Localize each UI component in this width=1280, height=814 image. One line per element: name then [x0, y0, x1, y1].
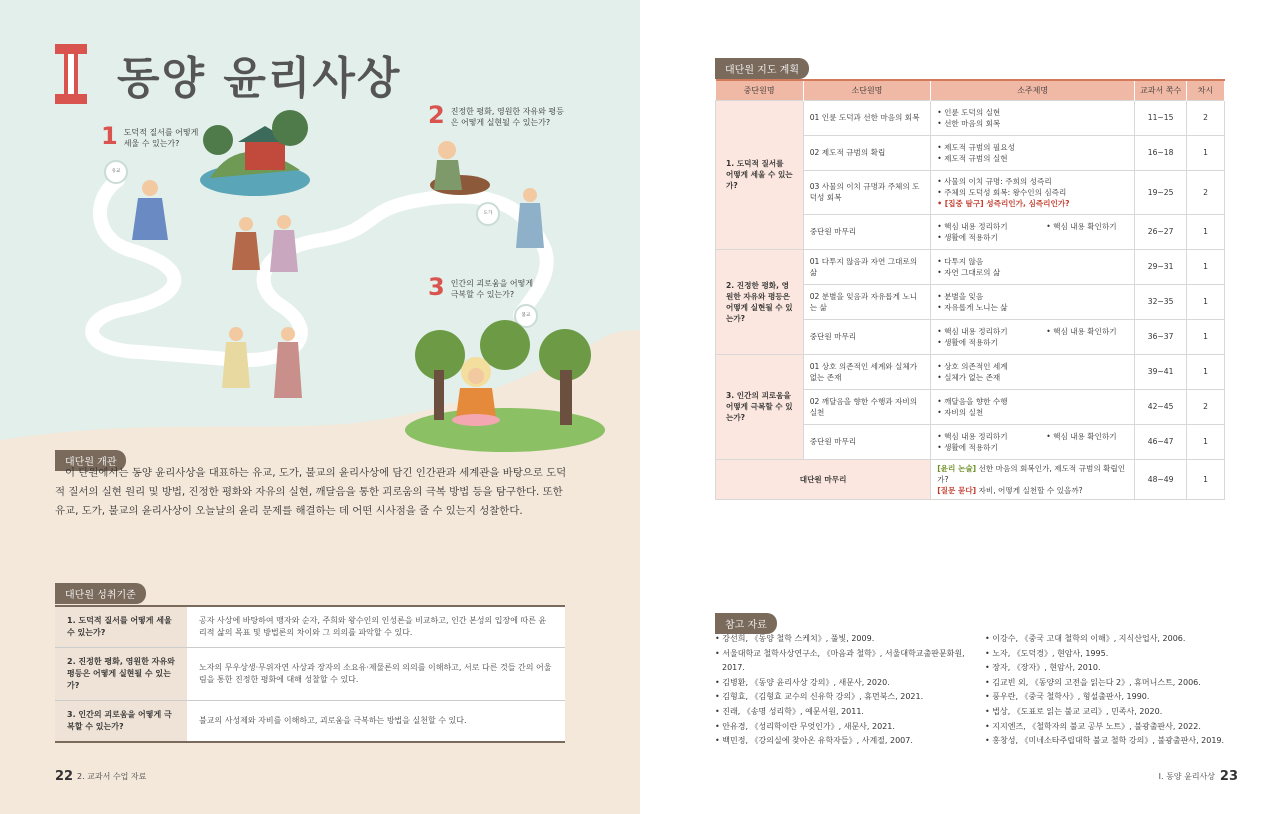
question-2 [428, 103, 568, 128]
pages-cell: 39~41 [1135, 354, 1187, 389]
right-page [640, 0, 1280, 814]
topic-line: • [집중 탐구] 성즉리인가, 심즉리인가? [937, 198, 1070, 208]
reference-item: • 서울대학교 철학사상연구소, 《마음과 철학》, 서울대학교출판문화원, 2017. [715, 648, 965, 673]
mid-unit-cell: 3. 인간의 괴로움을 어떻게 극복할 수 있는가? [716, 354, 804, 459]
pages-cell: 48~49 [1135, 459, 1187, 499]
table-row [716, 249, 1225, 284]
topic-cell [931, 389, 1135, 424]
topic-cell [931, 424, 1135, 459]
topic-line: • 생활에 적용하기 [937, 337, 998, 347]
plan-table [715, 79, 1225, 500]
final-tag-2: [질문 묻다] [937, 485, 977, 495]
page-note-right: I. 동양 윤리사상 [1158, 772, 1215, 781]
standard-key: 1. 도덕적 질서를 어떻게 세울 수 있는가? [55, 606, 187, 648]
sub-unit-cell: 중단원 마무리 [803, 214, 930, 249]
hours-cell: 1 [1187, 249, 1225, 284]
sub-unit-cell: 중단원 마무리 [803, 424, 930, 459]
pages-cell: 42~45 [1135, 389, 1187, 424]
reference-item: • 백민정, 《강의실에 찾아온 유학자들》, 사계절, 2007. [715, 736, 913, 746]
header-hours: 차시 [1187, 80, 1225, 100]
hours-cell: 2 [1187, 389, 1225, 424]
hours-cell: 1 [1187, 459, 1225, 499]
standard-key: 2. 진정한 평화, 영원한 자유와 평등은 어떻게 실현될 수 있는가? [55, 648, 187, 701]
topic-line: • 인륜 도덕의 실현 [937, 107, 1001, 117]
topic-cell [931, 319, 1135, 354]
pages-cell: 29~31 [1135, 249, 1187, 284]
hours-cell: 2 [1187, 170, 1225, 214]
pages-cell: 36~37 [1135, 319, 1187, 354]
topic-cell [931, 135, 1135, 170]
header-mid: 중단원명 [716, 80, 804, 100]
topic-cell [931, 170, 1135, 214]
standard-key: 3. 인간의 괴로움을 어떻게 극복할 수 있는가? [55, 701, 187, 743]
standards-label: 대단원 성취기준 [55, 583, 146, 604]
pages-cell: 19~25 [1135, 170, 1187, 214]
pages-cell: 26~27 [1135, 214, 1187, 249]
pages-cell: 46~47 [1135, 424, 1187, 459]
question-1 [101, 124, 201, 149]
topic-cell [931, 249, 1135, 284]
overview-text: 이 단원에서는 동양 윤리사상을 대표하는 유교, 도가, 불교의 윤리사상에 담긴 인간관과 세계관을 바탕으로 도덕적 질서의 실현 원리 및 방법, 진정한 평화와 자유의 실현, 깨달음을 통한 괴로움의 극복 방법 등을 탐구한다. 또한 유교, 도가, 불교의 윤리사상이 오늘날의 윤리 문제를 해결하는 데 어떤 시사점을 줄 수 있는지 성찰한다. [55, 467, 567, 517]
standard-value: 공자 사상에 바탕하여 맹자와 순자, 주희와 왕수인의 인성론을 비교하고, 인간 본성의 입장에 따른 윤리적 삶의 목표 및 방법론의 차이와 그 의의를 파악할 수 있다. [187, 606, 565, 648]
chapter-title [55, 42, 401, 106]
table-row [716, 354, 1225, 389]
reference-item: • 풍우란, 《중국 철학사》, 형설출판사, 1990. [985, 692, 1150, 702]
sub-unit-cell: 02 깨달음을 향한 수행과 자비의 실천 [803, 389, 930, 424]
final-text-1: 선한 마음의 회복인가, 제도적 규범의 확립인가? [937, 463, 1126, 484]
final-label-cell: 대단원 마무리 [716, 459, 931, 499]
hours-cell: 1 [1187, 319, 1225, 354]
topic-line: • 상호 의존적인 세계 [937, 361, 1008, 371]
topic-line: • 실체가 없는 존재 [937, 372, 1001, 382]
question-number: 3 [428, 273, 445, 301]
topic-line: • 생활에 적용하기 [937, 232, 998, 242]
refs-list-left [715, 632, 980, 749]
topic-line: • 제도적 규범의 실현 [937, 153, 1008, 163]
header-topic: 소주제명 [931, 80, 1135, 100]
sub-unit-cell: 01 상호 의존적인 세계와 실체가 없는 존재 [803, 354, 930, 389]
question-3 [428, 275, 538, 300]
final-line-1 [937, 463, 1128, 485]
reference-item: • 이강수, 《중국 고대 철학의 이해》, 지식산업사, 2006. [985, 634, 1186, 643]
topic-line: • 핵심 내용 정리하기 • 핵심 내용 확인하기 [937, 326, 1117, 336]
header-pages: 교과서 쪽수 [1135, 80, 1187, 100]
page-number-left: 22 [55, 769, 74, 784]
reference-item: • 김형효, 《김형효 교수의 신유학 강의》, 휴먼북스, 2021. [715, 692, 924, 702]
question-number: 2 [428, 101, 445, 129]
topic-line: • 사물의 이치 규명: 주희의 성즉리 [937, 176, 1052, 186]
page-note-left: 2. 교과서 수업 자료 [77, 772, 147, 781]
hours-cell: 1 [1187, 135, 1225, 170]
page-number-right: 23 [1219, 769, 1238, 784]
hours-cell: 1 [1187, 424, 1225, 459]
refs-label: 참고 자료 [715, 613, 777, 634]
pages-cell: 16~18 [1135, 135, 1187, 170]
final-tag-1: [윤리 논술] [937, 463, 977, 473]
reference-item: • 진래, 《송명 성리학》, 예문서원, 2011. [715, 706, 864, 716]
overview-label: 대단원 개관 [55, 450, 126, 471]
topic-line: • 주체의 도덕성 회복: 왕수인의 심즉리 [937, 187, 1067, 197]
sub-unit-cell: 02 제도적 규범의 확립 [803, 135, 930, 170]
question-text: 인간의 괴로움을 어떻게 극복할 수 있는가? [450, 279, 534, 299]
plan-label: 대단원 지도 계획 [715, 58, 809, 79]
standard-value: 불교의 사성제와 자비를 이해하고, 괴로움을 극복하는 방법을 실천할 수 있다. [187, 701, 565, 743]
reference-item: • 김병환, 《동양 윤리사상 강의》, 새문사, 2020. [715, 677, 890, 687]
sub-unit-cell: 01 다투지 않음과 자연 그대로의 삶 [803, 249, 930, 284]
page-title: 동양 윤리사상 [117, 53, 402, 104]
question-number: 1 [101, 122, 118, 150]
final-line-2 [937, 485, 1128, 496]
table-row [55, 606, 565, 648]
topic-cell [931, 354, 1135, 389]
table-row [716, 459, 1225, 499]
topic-line: • 깨달음을 향한 수행 [937, 396, 1008, 406]
mid-unit-cell: 1. 도덕적 질서를 어떻게 세울 수 있는가? [716, 100, 804, 249]
topic-line: • 자연 그대로의 삶 [937, 267, 1001, 277]
topic-line: • 핵심 내용 정리하기 • 핵심 내용 확인하기 [937, 221, 1117, 231]
topic-line: • 다투지 않음 [937, 256, 984, 266]
topic-line: • 자비의 실천 [937, 407, 984, 417]
topic-line: • 분별을 잊음 [937, 291, 984, 301]
standard-value: 노자의 무우상생·무위자연 사상과 장자의 소요유·제물론의 의의를 이해하고, 서로 다른 것들 간의 어울림을 통한 진정한 평화에 대해 성찰할 수 있다. [187, 648, 565, 701]
standards-table [55, 605, 565, 743]
pages-cell: 32~35 [1135, 284, 1187, 319]
topic-line: • 선한 마음의 회복 [937, 118, 1001, 128]
hours-cell: 1 [1187, 284, 1225, 319]
topic-cell [931, 284, 1135, 319]
hours-cell: 1 [1187, 354, 1225, 389]
table-row [55, 648, 565, 701]
hours-cell: 1 [1187, 214, 1225, 249]
reference-item: • 홍창성, 《미네소타주립대학 불교 철학 강의》, 불광출판사, 2019. [985, 736, 1225, 746]
reference-item: • 김교빈 외, 《동양의 고전을 읽는다 2》, 휴머니스트, 2006. [985, 677, 1201, 687]
table-row [716, 100, 1225, 135]
roman-numeral-icon [55, 44, 87, 104]
sub-unit-cell: 01 인륜 도덕과 선한 마음의 회복 [803, 100, 930, 135]
refs-list-right [985, 632, 1230, 749]
hours-cell: 2 [1187, 100, 1225, 135]
topic-line: • 핵심 내용 정리하기 • 핵심 내용 확인하기 [937, 431, 1117, 441]
pages-cell: 11~15 [1135, 100, 1187, 135]
path-label-confucianism: 유교 [111, 169, 121, 174]
table-row [55, 701, 565, 743]
final-text-2: 자비, 어떻게 실천할 수 있을까? [976, 485, 1083, 495]
topic-line: • 자유롭게 노니는 삶 [937, 302, 1008, 312]
sub-unit-cell: 03 사물의 이치 규명과 주체의 도덕성 회복 [803, 170, 930, 214]
path-label-buddhism: 불교 [521, 313, 531, 318]
header-sub: 소단원명 [803, 80, 930, 100]
mid-unit-cell: 2. 진정한 평화, 영원한 자유와 평등은 어떻게 실현될 수 있는가? [716, 249, 804, 354]
topic-line: • 생활에 적용하기 [937, 442, 998, 452]
topic-cell [931, 100, 1135, 135]
reference-item: • 지지엔즈, 《철학자의 불교 공부 노트》, 불광출판사, 2022. [985, 721, 1201, 731]
topic-cell [931, 214, 1135, 249]
path-label-taoism: 도가 [483, 211, 493, 216]
plan-body [716, 100, 1225, 499]
topic-line: • 제도적 규범의 필요성 [937, 142, 1015, 152]
reference-item: • 장자, 《장자》, 현암사, 2010. [985, 663, 1101, 673]
reference-item: • 강선희, 《동양 철학 스케치》, 풀빛, 2009. [715, 634, 875, 643]
reference-item: • 법상, 《도표로 읽는 불교 교리》, 민족사, 2020. [985, 706, 1163, 716]
sub-unit-cell: 중단원 마무리 [803, 319, 930, 354]
table-header-row [716, 80, 1225, 100]
question-text: 도덕적 질서를 어떻게 세울 수 있는가? [123, 128, 199, 148]
final-topic-cell [931, 459, 1135, 499]
sub-unit-cell: 02 분별을 잊음과 자유롭게 노니는 삶 [803, 284, 930, 319]
reference-item: • 노자, 《도덕경》, 현암사, 1995. [985, 648, 1109, 658]
question-text: 진정한 평화, 영원한 자유와 평등은 어떻게 실현될 수 있는가? [450, 107, 564, 127]
reference-item: • 안유경, 《성리학이란 무엇인가》, 새문사, 2021. [715, 721, 895, 731]
